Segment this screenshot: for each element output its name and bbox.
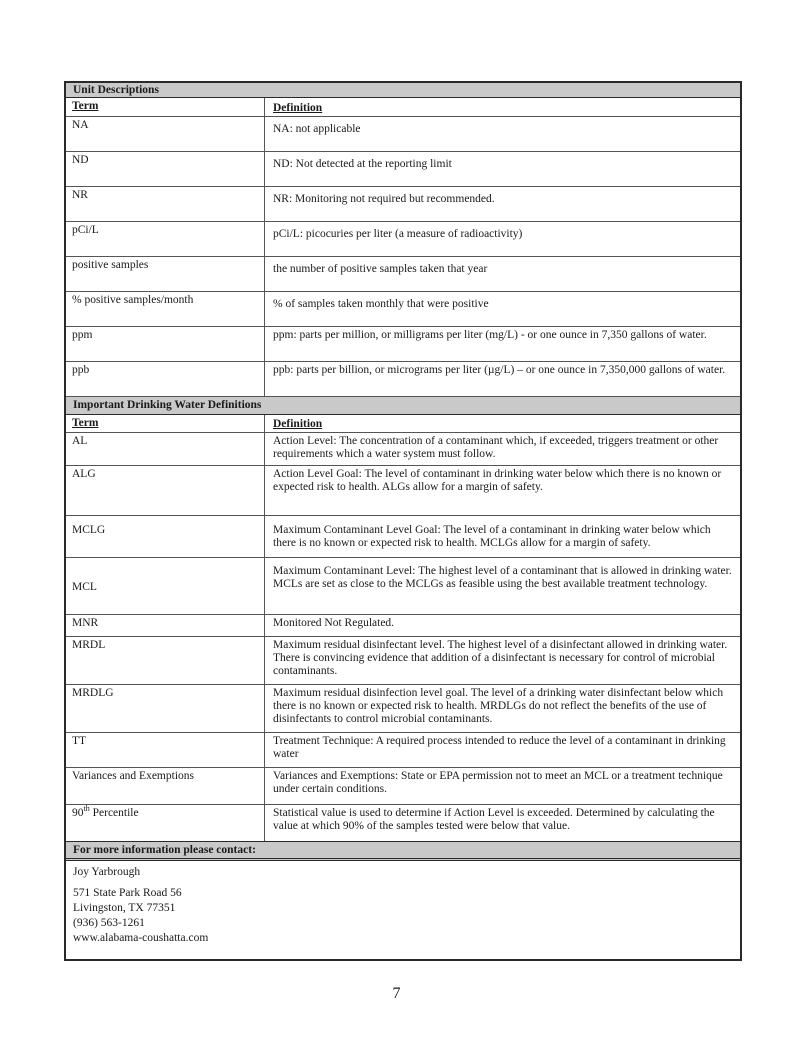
definition-cell: NR: Monitoring not required but recommended.	[273, 193, 495, 205]
definition-cell: ND: Not detected at the reporting limit	[273, 158, 452, 170]
term-cell	[66, 805, 265, 841]
definition-cell: Variances and Exemptions: State or EPA permission not to meet an MCL or a treatment technique under certain conditions.	[273, 770, 723, 795]
table-row	[66, 558, 740, 615]
table-row	[66, 362, 740, 397]
table-row	[66, 257, 740, 292]
table-row	[66, 117, 740, 152]
contact-website: www.alabama-coushatta.com	[73, 932, 209, 944]
term-cell: ND	[66, 152, 265, 186]
contact-name: Joy Yarbrough	[73, 866, 141, 878]
table-row	[66, 615, 740, 637]
table-row	[66, 327, 740, 362]
table-row	[66, 685, 740, 733]
table-row	[66, 187, 740, 222]
term-cell: MCLG	[66, 516, 265, 557]
definition-cell: Maximum Contaminant Level: The highest level of a contaminant that is allowed in drinking water. MCLs are set as close to the MCLGs as feasible using the best available treatment technology.	[273, 565, 732, 590]
table-row	[66, 768, 740, 805]
definition-cell: Maximum residual disinfectant level. The highest level of a disinfectant allowed in drinking water. There is convincing evidence that addition of a disinfectant is necessary for control of microbial contaminants.	[273, 639, 728, 677]
definition-cell: ppm: parts per million, or milligrams per liter (mg/L) - or one ounce in 7,350 gallons of water.	[273, 329, 707, 341]
definitions-header-row	[66, 415, 740, 433]
contact-block	[66, 861, 740, 959]
definition-cell: pCi/L: picocuries per liter (a measure of radioactivity)	[273, 228, 523, 240]
definition-cell: NA: not applicable	[273, 123, 361, 135]
term-cell: MRDL	[66, 637, 265, 684]
table-row	[66, 637, 740, 685]
definition-cell: the number of positive samples taken that year	[273, 263, 488, 275]
term-cell: ppb	[66, 362, 265, 396]
term-cell: MRDLG	[66, 685, 265, 732]
term-cell: ALG	[66, 466, 265, 515]
definition-cell: Action Level: The concentration of a contaminant which, if exceeded, triggers treatment or other requirements which a water system must follow.	[273, 435, 719, 460]
contact-address-line1: 571 State Park Road 56	[73, 887, 182, 899]
term-cell: MCL	[66, 558, 265, 614]
term-suffix: Percentile	[89, 807, 139, 819]
definition-cell: Maximum residual disinfection level goal. The level of a drinking water disinfectant below which there is no known or expected risk to health. MRDLGs do not reflect the benefits of the use of disinfectants to control microbial contaminants.	[273, 687, 724, 725]
table-row	[66, 152, 740, 187]
definition-cell: Treatment Technique: A required process intended to reduce the level of a contaminant in drinking water	[273, 735, 726, 760]
definition-cell: ppb: parts per billion, or micrograms per liter (µg/L) – or one ounce in 7,350,000 gallons of water.	[273, 364, 726, 376]
definition-cell: Action Level Goal: The level of contaminant in drinking water below which there is no known or expected risk to health. ALGs allow for a margin of safety.	[273, 468, 722, 493]
definition-header: Definition	[273, 418, 323, 430]
table-row	[66, 433, 740, 466]
term-superscript: th	[83, 804, 90, 814]
term-cell: pCi/L	[66, 222, 265, 256]
table-row	[66, 516, 740, 558]
definition-cell: % of samples taken monthly that were positive	[273, 298, 489, 310]
definition-header: Definition	[273, 102, 323, 114]
contact-phone: (936) 563-1261	[73, 917, 145, 929]
contact-address-line2: Livingston, TX 77351	[73, 902, 176, 914]
term-cell: Variances and Exemptions	[66, 768, 265, 804]
table-row	[66, 222, 740, 257]
term-cell: AL	[66, 433, 265, 465]
contact-heading: For more information please contact:	[66, 841, 740, 861]
unit-descriptions-heading: Unit Descriptions	[66, 83, 740, 98]
definition-cell: Monitored Not Regulated.	[273, 617, 395, 629]
definition-cell: Maximum Contaminant Level Goal: The level of a contaminant in drinking water below which there is no known or expected risk to health. MCLGs allow for a margin of safety.	[273, 524, 711, 549]
term-cell: TT	[66, 733, 265, 767]
term-cell: MNR	[66, 615, 265, 636]
drinking-water-definitions-heading: Important Drinking Water Definitions	[66, 397, 740, 415]
term-header: Term	[66, 98, 265, 116]
table-row	[66, 733, 740, 768]
unit-header-row	[66, 98, 740, 117]
term-cell: NR	[66, 187, 265, 221]
term-cell: % positive samples/month	[66, 292, 265, 326]
table-row	[66, 466, 740, 516]
term-cell: positive samples	[66, 257, 265, 291]
definition-cell: Statistical value is used to determine if Action Level is exceeded. Determined by calculating the value at which 90% of the samples tested were below that value.	[273, 807, 715, 832]
table-row	[66, 292, 740, 327]
definitions-table	[64, 81, 742, 961]
term-cell: ppm	[66, 327, 265, 361]
page-number: 7	[392, 985, 401, 1002]
term-header: Term	[66, 415, 265, 432]
term-number: 90	[72, 807, 84, 819]
term-cell: NA	[66, 117, 265, 151]
table-row	[66, 805, 740, 841]
